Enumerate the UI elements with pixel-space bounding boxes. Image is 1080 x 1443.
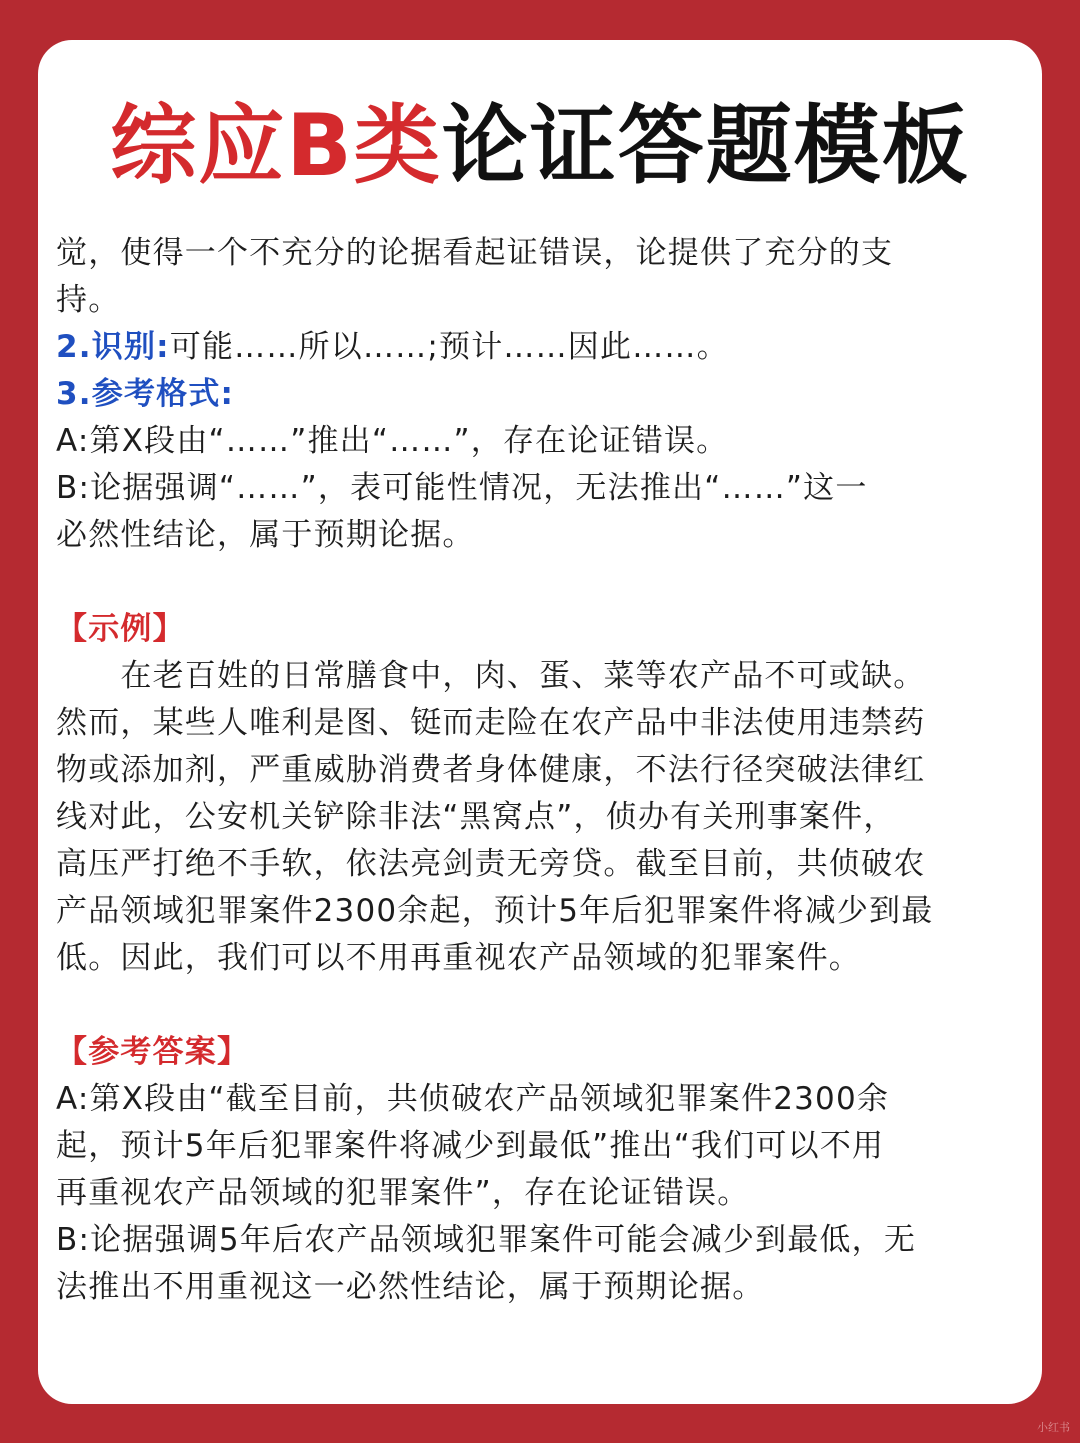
example-label: 【示例】 bbox=[56, 611, 185, 647]
example-line: 产品领域犯罪案件2300余起，预计5年后犯罪案件将减少到最 bbox=[56, 893, 934, 929]
answer-label: 【参考答案】 bbox=[56, 1034, 250, 1070]
format-label: 3.参考格式: bbox=[56, 376, 235, 412]
content-card bbox=[38, 40, 1042, 1404]
example-line: 高压严打绝不手软，依法亮剑责无旁贷。截至目前，共侦破农 bbox=[56, 846, 926, 882]
watermark: 小红书 bbox=[1037, 1421, 1070, 1434]
identify-line bbox=[56, 324, 1026, 371]
spacer bbox=[56, 559, 1026, 606]
answer-line: B:论据强调5年后农产品领域犯罪案件可能会减少到最低，无 bbox=[56, 1222, 917, 1258]
example-line: 然而，某些人唯利是图、铤而走险在农产品中非法使用违禁药 bbox=[56, 705, 926, 741]
format-line: 必然性结论，属于预期论据。 bbox=[56, 517, 475, 553]
example-line: 在老百姓的日常膳食中，肉、蛋、菜等农产品不可或缺。 bbox=[56, 658, 926, 694]
answer-line: 再重视农产品领域的犯罪案件”，存在论证错误。 bbox=[56, 1175, 750, 1211]
identify-text: 可能……所以……;预计……因此……。 bbox=[169, 329, 729, 365]
intro-line: 持。 bbox=[56, 282, 121, 318]
example-line: 线对此，公安机关铲除非法“黑窝点”，侦办有关刑事案件， bbox=[56, 799, 896, 835]
format-line: A:第X段由“……”推出“……”，存在论证错误。 bbox=[56, 423, 729, 459]
answer-line: A:第X段由“截至目前，共侦破农产品领域犯罪案件2300余 bbox=[56, 1081, 890, 1117]
answer-line: 起，预计5年后犯罪案件将减少到最低”推出“我们可以不用 bbox=[56, 1128, 885, 1164]
example-line: 低。因此，我们可以不用再重视农产品领域的犯罪案件。 bbox=[56, 940, 861, 976]
format-line: B:论据强调“……”，表可能性情况，无法推出“……”这一 bbox=[56, 470, 868, 506]
identify-label: 2.识别: bbox=[56, 329, 170, 365]
article-body bbox=[56, 230, 1026, 1311]
page-title bbox=[38, 96, 1042, 196]
answer-line: 法推出不用重视这一必然性结论，属于预期论据。 bbox=[56, 1269, 765, 1305]
example-line: 物或添加剂，严重威胁消费者身体健康，不法行径突破法律红 bbox=[56, 752, 926, 788]
intro-line: 觉，使得一个不充分的论据看起证错误，论提供了充分的支 bbox=[56, 235, 894, 271]
title-red-part: 综应B类 bbox=[110, 96, 442, 196]
title-black-part: 论证答题模板 bbox=[441, 96, 970, 196]
spacer bbox=[56, 982, 1026, 1029]
